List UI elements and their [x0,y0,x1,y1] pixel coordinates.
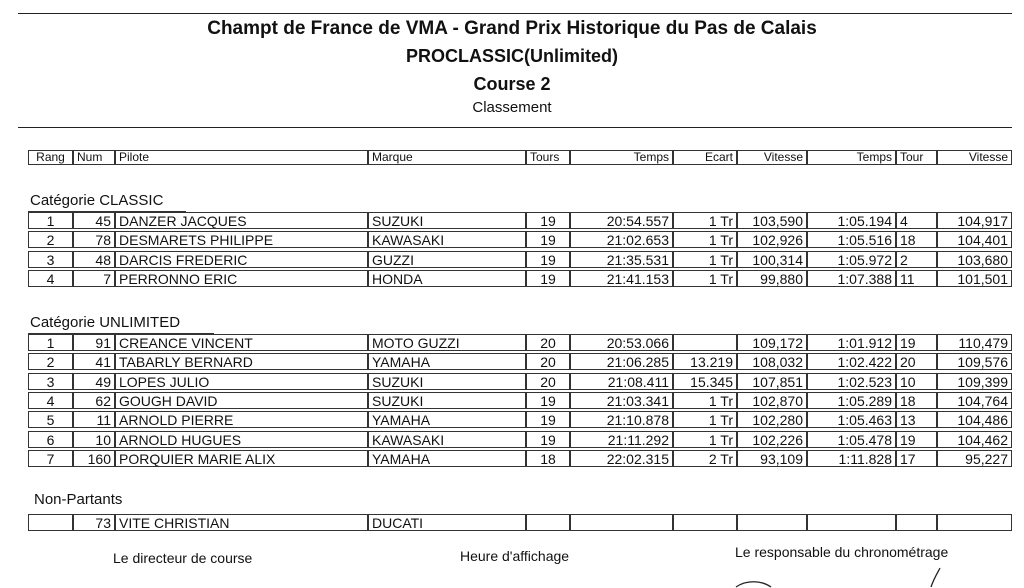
cell-vitesse: 102,226 [737,431,807,448]
footer-posting-time: Heure d'affichage [460,548,570,564]
cell-temps: 21:11.292 [570,431,673,448]
cell-ecart: 1 Tr [673,251,737,268]
cell-tour: 17 [896,450,937,467]
table-row [28,353,1012,371]
cell-ecart: 1 Tr [673,270,737,287]
cell-marque: SUZUKI [368,373,526,390]
cell-temps: 21:35.531 [570,251,673,268]
cell-temps [570,514,673,531]
cell-vitesse2: 104,462 [937,431,1012,448]
cell-marque: YAMAHA [368,411,526,428]
cell-tours: 20 [526,353,570,370]
table-header [28,150,1012,168]
cell-vitesse: 103,590 [737,212,807,229]
cell-ecart: 1 Tr [673,392,737,409]
cell-temps: 21:03.341 [570,392,673,409]
cell-vitesse: 102,926 [737,231,807,248]
cell-marque: SUZUKI [368,212,526,229]
cell-tours: 19 [526,251,570,268]
col-marque: Marque [368,150,526,165]
col-tour: Tour [896,150,937,165]
cell-num: 49 [73,373,115,390]
cell-num: 91 [73,334,115,351]
cell-rang: 1 [28,334,73,351]
cell-tours: 20 [526,334,570,351]
cell-pilote: PORQUIER MARIE ALIX [115,450,368,467]
cell-vitesse2: 104,486 [937,411,1012,428]
cell-vitesse2: 103,680 [937,251,1012,268]
cell-tour: 10 [896,373,937,390]
cell-tours: 19 [526,270,570,287]
table-row [28,373,1012,391]
table-row [28,450,1012,468]
table-row [28,231,1012,249]
page-title: Champt de France de VMA - Grand Prix Historique du Pas de Calais [207,18,817,39]
cell-marque: YAMAHA [368,450,526,467]
col-temps: Temps [570,150,673,165]
cell-pilote: DESMARETS PHILIPPE [115,231,368,248]
cell-temps-tour: 1:02.523 [807,373,896,390]
cell-rang: 1 [28,212,73,229]
table-row [28,334,1012,352]
cell-rang: 3 [28,373,73,390]
cell-ecart: 13.219 [673,353,737,370]
cell-tour: 2 [896,251,937,268]
cell-temps-tour [807,514,896,531]
table-row [28,212,1012,230]
cell-vitesse2: 109,576 [937,353,1012,370]
cell-ecart: 1 Tr [673,431,737,448]
cell-tours: 19 [526,231,570,248]
cell-tour: 19 [896,334,937,351]
cell-tour [896,514,937,531]
cell-temps-tour: 1:05.463 [807,411,896,428]
cell-vitesse2: 104,401 [937,231,1012,248]
cell-tour: 19 [896,431,937,448]
cell-vitesse: 107,851 [737,373,807,390]
col-vitesse: Vitesse [737,150,807,165]
cell-rang: 7 [28,450,73,467]
cell-marque: KAWASAKI [368,231,526,248]
cell-vitesse: 93,109 [737,450,807,467]
col-temps-tour: Temps [807,150,896,165]
cell-pilote: VITE CHRISTIAN [115,514,368,531]
cell-temps: 21:06.285 [570,353,673,370]
cell-marque: YAMAHA [368,353,526,370]
cell-tours: 19 [526,431,570,448]
cell-pilote: LOPES JULIO [115,373,368,390]
cell-tours [526,514,570,531]
cell-tour: 18 [896,392,937,409]
cell-temps: 20:54.557 [570,212,673,229]
section-label-classic: Catégorie CLASSIC [30,192,164,209]
cell-num: 160 [73,450,115,467]
race-title: Course 2 [473,74,551,94]
cell-pilote: CREANCE VINCENT [115,334,368,351]
cell-temps-tour: 1:11.828 [807,450,896,467]
cell-tour: 11 [896,270,937,287]
cell-rang: 2 [28,353,73,370]
cell-temps: 21:02.653 [570,231,673,248]
cell-vitesse2: 101,501 [937,270,1012,287]
cell-ecart: 1 Tr [673,411,737,428]
cell-tour: 18 [896,231,937,248]
table-row [28,514,1012,532]
top-rule [18,13,1012,14]
cell-temps: 21:08.411 [570,373,673,390]
col-rang: Rang [28,150,73,165]
cell-num: 78 [73,231,115,248]
cell-num: 11 [73,411,115,428]
cell-pilote: DARCIS FREDERIC [115,251,368,268]
col-tours: Tours [526,150,570,165]
cell-tours: 20 [526,373,570,390]
cell-temps-tour: 1:02.422 [807,353,896,370]
cell-marque: SUZUKI [368,392,526,409]
cell-marque: HONDA [368,270,526,287]
cell-rang [28,514,73,531]
footer-race-director: Le directeur de course [113,550,253,566]
col-ecart: Ecart [673,150,737,165]
title-rule [18,127,1012,128]
cell-rang: 2 [28,231,73,248]
cell-num: 41 [73,353,115,370]
signature-mark [726,566,976,588]
cell-ecart [673,334,737,351]
cell-num: 10 [73,431,115,448]
cell-vitesse: 100,314 [737,251,807,268]
cell-temps-tour: 1:05.516 [807,231,896,248]
cell-marque: MOTO GUZZI [368,334,526,351]
cell-tour: 4 [896,212,937,229]
cell-vitesse: 108,032 [737,353,807,370]
table-row [28,411,1012,429]
cell-pilote: ARNOLD PIERRE [115,411,368,428]
cell-temps: 22:02.315 [570,450,673,467]
cell-pilote: PERRONNO ERIC [115,270,368,287]
cell-vitesse: 102,280 [737,411,807,428]
cell-pilote: GOUGH DAVID [115,392,368,409]
section-label-non-partants: Non-Partants [34,491,123,508]
cell-temps: 20:53.066 [570,334,673,351]
table-row [28,431,1012,449]
cell-temps: 21:10.878 [570,411,673,428]
category-title: PROCLASSIC(Unlimited) [405,46,618,66]
cell-temps-tour: 1:05.194 [807,212,896,229]
col-num: Num [73,150,115,165]
table-row [28,270,1012,288]
footer-timekeeper: Le responsable du chronométrage [735,544,949,560]
cell-vitesse: 109,172 [737,334,807,351]
cell-vitesse: 99,880 [737,270,807,287]
table-row [28,392,1012,410]
cell-vitesse2: 95,227 [937,450,1012,467]
cell-ecart: 1 Tr [673,231,737,248]
cell-pilote: TABARLY BERNARD [115,353,368,370]
cell-vitesse: 102,870 [737,392,807,409]
table-row [28,251,1012,269]
cell-tours: 19 [526,392,570,409]
cell-vitesse2: 104,917 [937,212,1012,229]
cell-rang: 5 [28,411,73,428]
cell-ecart: 15.345 [673,373,737,390]
cell-tour: 13 [896,411,937,428]
cell-num: 7 [73,270,115,287]
cell-vitesse2: 110,479 [937,334,1012,351]
cell-marque: GUZZI [368,251,526,268]
cell-rang: 6 [28,431,73,448]
cell-vitesse2 [937,514,1012,531]
cell-num: 45 [73,212,115,229]
col-vitesse2: Vitesse [937,150,1012,165]
cell-pilote: ARNOLD HUGUES [115,431,368,448]
cell-num: 62 [73,392,115,409]
cell-temps-tour: 1:05.478 [807,431,896,448]
cell-temps-tour: 1:07.388 [807,270,896,287]
cell-vitesse [737,514,807,531]
cell-temps: 21:41.153 [570,270,673,287]
cell-pilote: DANZER JACQUES [115,212,368,229]
cell-rang: 3 [28,251,73,268]
cell-temps-tour: 1:05.289 [807,392,896,409]
cell-vitesse2: 109,399 [937,373,1012,390]
cell-num: 48 [73,251,115,268]
cell-vitesse2: 104,764 [937,392,1012,409]
cell-temps-tour: 1:05.972 [807,251,896,268]
cell-rang: 4 [28,270,73,287]
section-label-unlimited: Catégorie UNLIMITED [30,314,181,331]
subtitle: Classement [472,99,552,116]
cell-tour: 20 [896,353,937,370]
cell-tours: 19 [526,411,570,428]
cell-marque: KAWASAKI [368,431,526,448]
cell-ecart: 1 Tr [673,212,737,229]
cell-marque: DUCATI [368,514,526,531]
cell-ecart: 2 Tr [673,450,737,467]
cell-tours: 18 [526,450,570,467]
cell-num: 73 [73,514,115,531]
col-pilote: Pilote [115,150,368,165]
cell-ecart [673,514,737,531]
cell-rang: 4 [28,392,73,409]
cell-tours: 19 [526,212,570,229]
cell-temps-tour: 1:01.912 [807,334,896,351]
